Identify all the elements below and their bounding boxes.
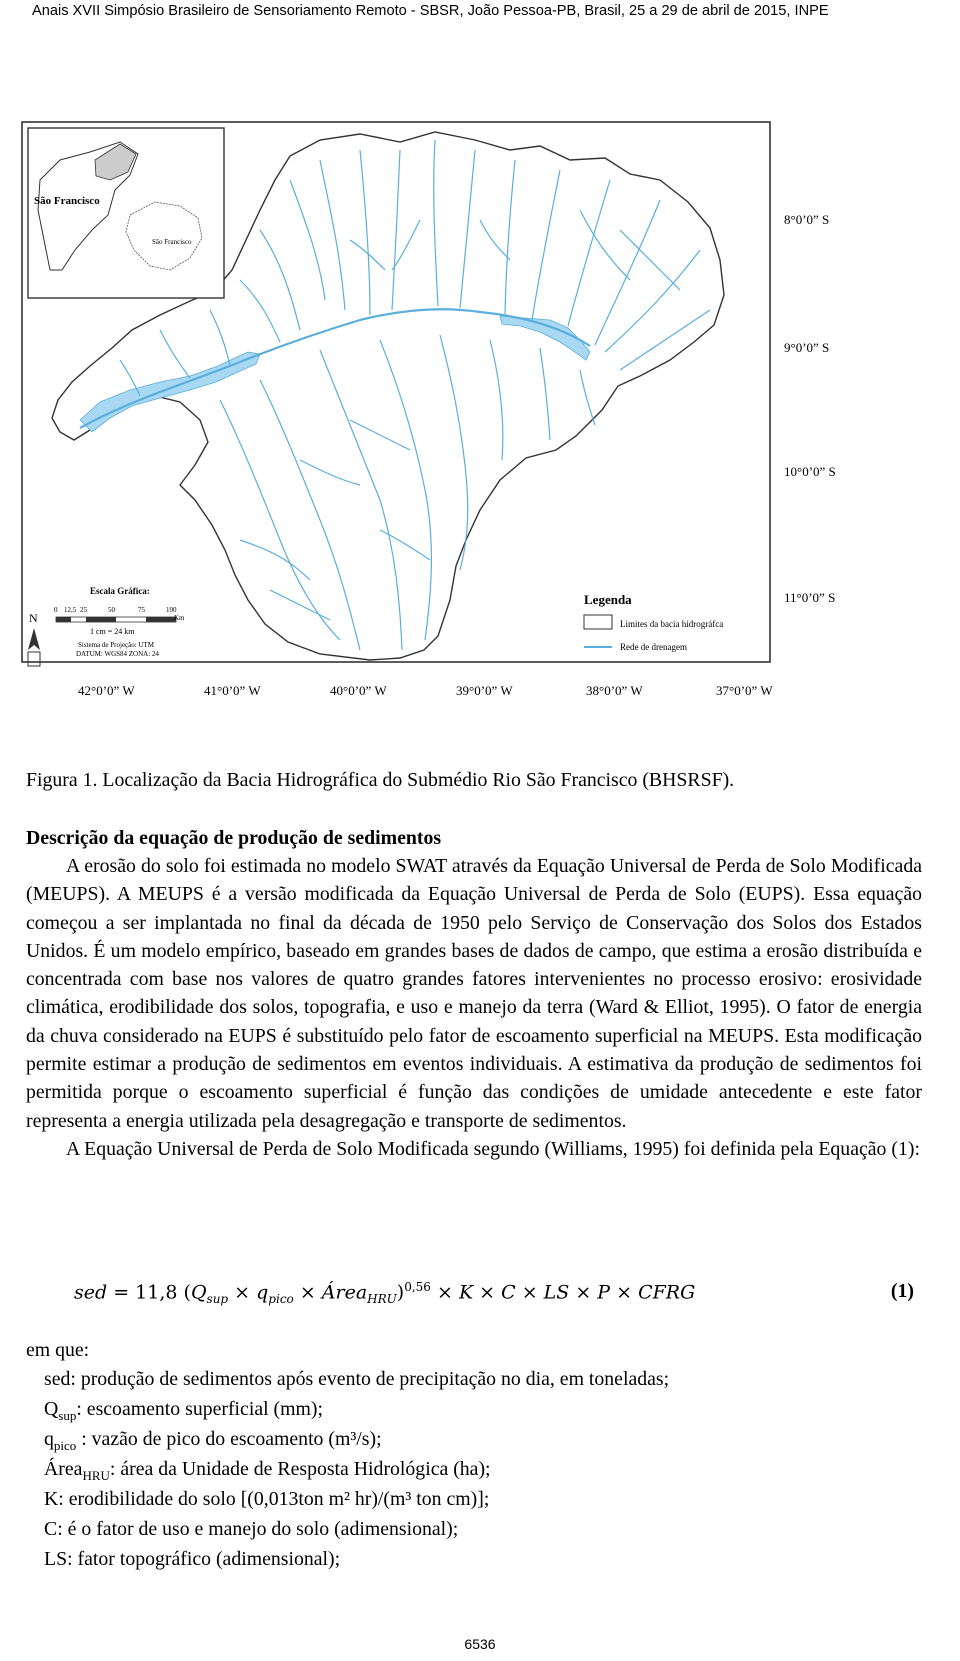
definition-c: C: é o fator de uso e manejo do solo (adimensional); [44,1518,459,1540]
svg-text:12,5: 12,5 [64,606,77,614]
svg-text:38°0’0” W: 38°0’0” W [586,683,643,698]
svg-text:N: N [29,611,38,625]
svg-text:0: 0 [54,606,58,614]
paragraph-1: A erosão do solo foi estimada no modelo SWAT através da Equação Universal de Perda de Solo Modificada (MEUPS). A MEUPS é a versão modificada da Equação Universal de Perda de Solo (EUPS). Essa equação começou a ser implantada no final da década de 1950 pelo Serviço de Conservação dos Solos dos Estados Unidos. É um modelo empírico, baseado em grandes bases de dados de campo, que estima a erosão distribuída e concentrada com base nos valores de quatro grandes fatores intervenientes no processo erosivo: erosividade climática, erodibilidade dos solos, topografia, e uso e manejo da terra (Ward & Elliot, 1995). O fator de energia da chuva considerado na EUPS é substituído pelo fator de escoamento superficial na MEUPS. Esta modificação permite estimar a produção de sedimentos em eventos individuais. A estimativa da produção de sedimentos foi permitida porque o escoamento superficial é função das condições de umidade antecedente e este fator representa a energia utilizada pela desagregação e transporte de sedimentos. [26,855,922,1132]
datum-label: DATUM: WGS84 ZONA: 24 [76,650,159,658]
svg-text:39°0’0” W: 39°0’0” W [456,683,513,698]
paragraph-2: A Equação Universal de Perda de Solo Modificada segundo (Williams, 1995) foi definida pela Equação (1): [66,1137,920,1160]
svg-text:Km: Km [174,614,185,622]
latitude-labels [784,212,836,605]
legend-title: Legenda [584,592,632,607]
svg-text:11°0’0” S: 11°0’0” S [784,590,836,605]
page-header: Anais XVII Simpósio Brasileiro de Sensoriamento Remoto - SBSR, João Pessoa-PB, Brasil, 25 a 29 de abril de 2015, INPE [32,3,829,19]
definition-qsup: $Q_{sup}$: escoamento superficial (mm); [44,1398,323,1423]
svg-text:37°0’0” W: 37°0’0” W [716,683,773,698]
equation-number: (1) [890,1280,914,1302]
svg-text:25: 25 [80,606,87,614]
section-heading: Descrição da equação de produção de sedimentos [26,827,442,849]
svg-text:100: 100 [166,606,177,614]
map-svg [20,120,924,750]
scale-ratio: 1 cm = 24 km [90,627,135,636]
svg-text:9°0’0” S: 9°0’0” S [784,340,830,355]
legend-item-boundary: Limites da bacia hidrográfca [620,619,724,629]
inset-label-large: São Francisco [34,195,100,207]
longitude-labels [78,683,773,698]
svg-text:75: 75 [138,606,145,614]
definition-qpico: $q_{pico}$ : vazão de pico do escoamento (m³/s); [44,1428,382,1453]
inset-label-small: São Francisco [152,238,192,246]
projection-label: Sistema de Projeção: UTM [78,641,155,649]
legend-item-drainage: Rede de drenagem [620,642,687,652]
page-number: 6536 [464,1636,496,1652]
scale-bar [56,617,176,622]
body-text [26,852,922,1163]
definition-sed: sed: produção de sedimentos após evento de precipitação no dia, em toneladas; [44,1368,670,1390]
em-que-label: em que: [26,1339,90,1361]
definition-area: Área$_{HRU}$: área da Unidade de Resposta Hidrológica (ha); [44,1458,491,1483]
figure-caption: Figura 1. Localização da Bacia Hidrográfica do Submédio Rio São Francisco (BHSRSF). [26,769,735,791]
scale-title: Escala Gráfica: [90,586,150,596]
figure-map [20,120,924,750]
svg-text:50: 50 [108,606,115,614]
svg-text:40°0’0” W: 40°0’0” W [330,683,387,698]
definition-k: K: erodibilidade do solo [(0,013ton m² hr)/(m³ ton cm)]; [44,1488,490,1510]
equation-formula: sed = 11,8 ($Q_{sup} \times q_{pico}$ × Área$_{HRU}$)$^{0,56}$ × K × C × LS × P × CFRG [74,1280,696,1307]
svg-text:41°0’0” W: 41°0’0” W [204,683,261,698]
svg-text:10°0’0” S: 10°0’0” S [784,464,836,479]
equation-1 [26,1276,922,1312]
legend-box-symbol [584,615,612,629]
svg-text:8°0’0” S: 8°0’0” S [784,212,830,227]
definition-ls: LS: fator topográfico (adimensional); [44,1548,341,1570]
svg-text:42°0’0” W: 42°0’0” W [78,683,135,698]
definitions-list [44,1364,924,1574]
